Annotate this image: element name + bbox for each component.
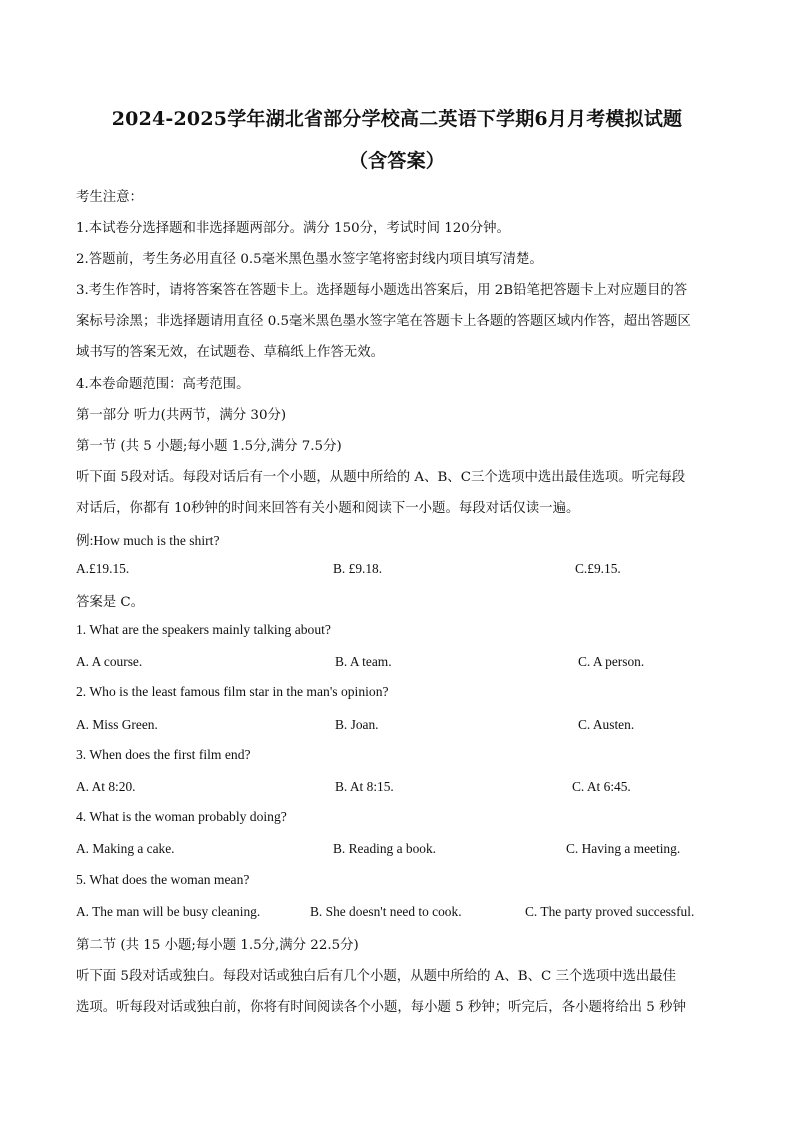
question-4-option-a: A. Making a cake. [76, 841, 175, 856]
question-1-option-b: B. A team. [335, 654, 392, 669]
section2-heading: 第二节 (共 15 小题;每小题 1.5分,满分 22.5分) [76, 938, 359, 953]
question-3: 3. When does the first film end? [76, 747, 251, 762]
question-2-option-b: B. Joan. [335, 717, 379, 732]
question-5-option-a: A. The man will be busy cleaning. [76, 904, 261, 919]
question-5-option-b: B. She doesn't need to cook. [310, 904, 462, 919]
notice-item-3-line-3: 域书写的答案无效，在试题卷、草稿纸上作答无效。 [76, 345, 384, 360]
example-option-c: C.£9.15. [575, 561, 621, 576]
example-option-b: B. £9.18. [333, 561, 383, 576]
notice-item-3-line-2: 案标号涂黑；非选择题请用直径 0.5毫米黑色墨水签字笔在答题卡上各题的答题区域内作答，超出答题区 [76, 314, 691, 329]
question-1: 1. What are the speakers mainly talking about? [76, 622, 331, 637]
notice-item-4: 4.本卷命题范围：高考范围。 [76, 377, 250, 392]
question-1-option-a: A. A course. [76, 654, 143, 669]
question-3-option-b: B. At 8:15. [335, 779, 394, 794]
notice-item-1: 1.本试卷分选择题和非选择题两部分。满分 150分，考试时间 120分钟。 [76, 221, 510, 236]
section1-instructions-line-1: 听下面 5段对话。每段对话后有一个小题，从题中所给的 A、B、C三个选项中选出最佳选项。听完每段 [76, 470, 686, 485]
question-5-option-c: C. The party proved successful. [525, 904, 695, 919]
question-2-option-a: A. Miss Green. [76, 717, 158, 732]
document-title: 2024-2025学年湖北省部分学校高二英语下学期6月月考模拟试题 [111, 108, 683, 130]
document-subtitle: （含答案） [348, 150, 445, 172]
question-4: 4. What is the woman probably doing? [76, 809, 287, 824]
question-3-option-a: A. At 8:20. [76, 779, 136, 794]
notice-heading: 考生注意： [76, 190, 143, 205]
section2-instructions-line-2: 选项。听每段对话或独白前，你将有时间阅读各个小题，每小题 5 秒钟；听完后，各小题将给出 5 秒钟 [76, 1000, 686, 1015]
section1-instructions-line-2: 对话后，你都有 10秒钟的时间来回答有关小题和阅读下一小题。每段对话仅读一遍。 [76, 501, 580, 516]
question-3-option-c: C. At 6:45. [572, 779, 631, 794]
section1-heading: 第一节 (共 5 小题;每小题 1.5分,满分 7.5分) [76, 439, 342, 454]
question-4-option-b: B. Reading a book. [333, 841, 437, 856]
example-answer: 答案是 C。 [76, 595, 145, 610]
question-2: 2. Who is the least famous film star in the man's opinion? [76, 684, 389, 699]
notice-item-3-line-1: 3.考生作答时，请将答案答在答题卡上。选择题每小题选出答案后，用 2B铅笔把答题卡上对应题目的答 [76, 283, 688, 298]
question-1-option-c: C. A person. [578, 654, 645, 669]
part1-heading: 第一部分 听力(共两节，满分 30分) [76, 408, 287, 423]
notice-item-2: 2.答题前，考生务必用直径 0.5毫米黑色墨水签字笔将密封线内项目填写清楚。 [76, 252, 543, 267]
question-2-option-c: C. Austen. [578, 717, 635, 732]
section2-instructions-line-1: 听下面 5段对话或独白。每段对话或独白后有几个小题，从题中所给的 A、B、C 三个选项中选出最佳 [76, 969, 677, 984]
question-5: 5. What does the woman mean? [76, 872, 250, 887]
example-option-a: A.£19.15. [76, 561, 130, 576]
question-4-option-c: C. Having a meeting. [566, 841, 681, 856]
example-question: 例:How much is the shirt? [76, 533, 220, 548]
